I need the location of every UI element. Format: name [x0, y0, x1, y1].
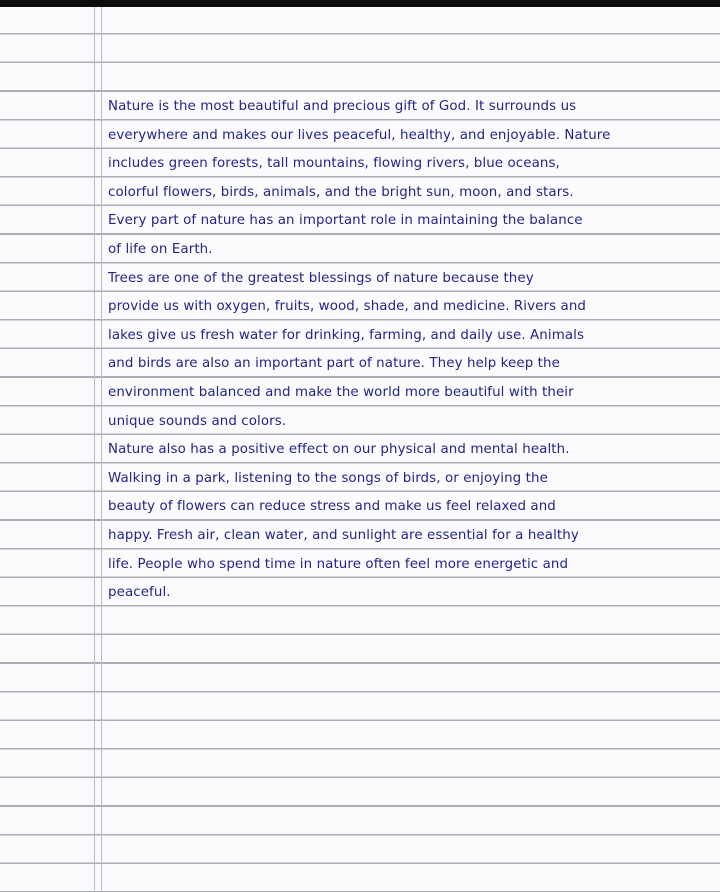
text-line: Every part of nature has an important role in maintaining the balance: [108, 213, 583, 229]
margin-line-outer: [94, 7, 95, 892]
text-line: Trees are one of the greatest blessings of nature because they: [108, 270, 534, 286]
text-line: of life on Earth.: [108, 241, 213, 257]
text-line: life. People who spend time in nature often feel more energetic and: [108, 556, 569, 572]
top-edge: [0, 0, 720, 7]
text-line: includes green forests, tall mountains, flowing rivers, blue oceans,: [108, 156, 560, 172]
text-line: Nature is the most beautiful and precious gift of God. It surrounds us: [108, 99, 577, 114]
text-line: happy. Fresh air, clean water, and sunlight are essential for a healthy: [108, 527, 579, 543]
text-line: provide us with oxygen, fruits, wood, shade, and medicine. Rivers and: [108, 299, 587, 315]
text-line: lakes give us fresh water for drinking, farming, and daily use. Animals: [108, 327, 585, 343]
text-line: and birds are also an important part of nature. They help keep the: [108, 356, 560, 372]
text-line: environment balanced and make the world more beautiful with their: [108, 384, 574, 400]
margin-line-inner: [101, 7, 102, 892]
text-line: unique sounds and colors.: [108, 413, 287, 429]
text-line: everywhere and makes our lives peaceful, healthy, and enjoyable. Nature: [108, 127, 611, 143]
text-line: Walking in a park, listening to the songs of birds, or enjoying the: [108, 470, 548, 486]
text-line: beauty of flowers can reduce stress and make us feel relaxed and: [108, 499, 556, 515]
text-line: peaceful.: [108, 585, 171, 601]
handwritten-essay: [108, 93, 708, 608]
text-line: colorful flowers, birds, animals, and the bright sun, moon, and stars.: [108, 184, 574, 200]
text-line: Nature also has a positive effect on our physical and mental health.: [108, 442, 570, 458]
